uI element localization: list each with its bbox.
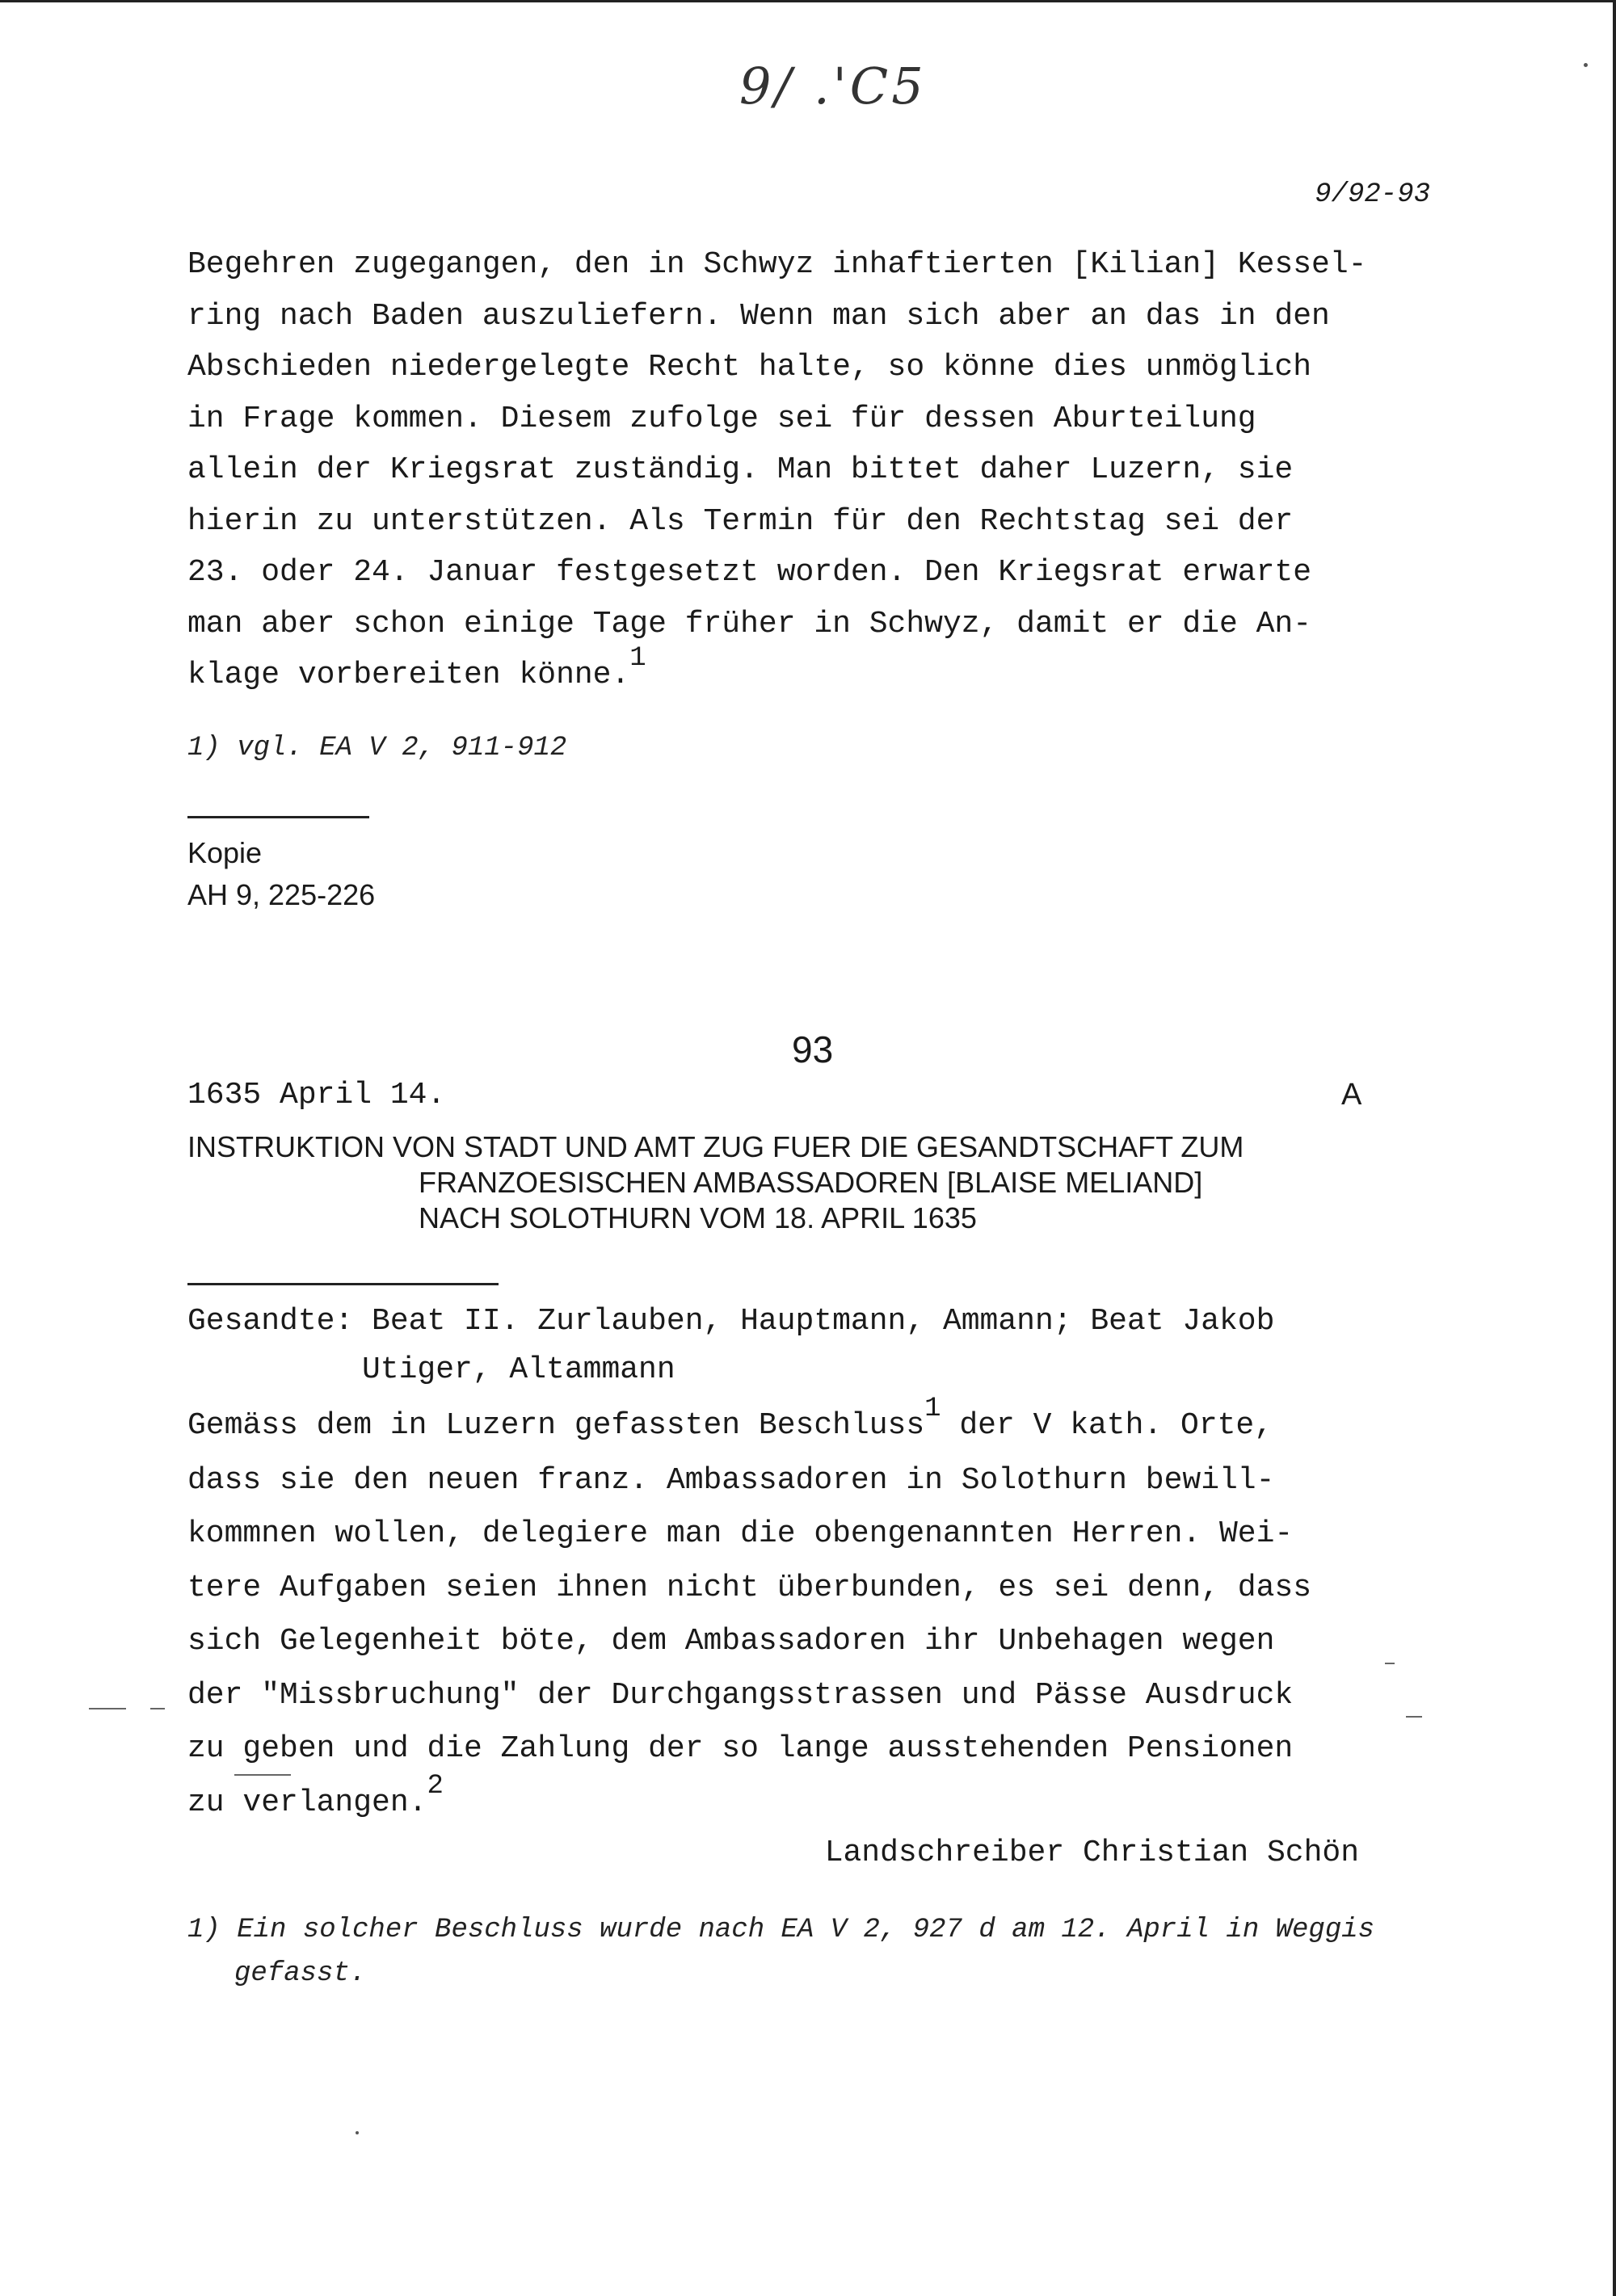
paragraph-1-line: hierin zu unterstützen. Als Termin für den Rechtstag sei der: [187, 503, 1294, 539]
paragraph-1-last-text: klage vorbereiten könne.: [187, 658, 630, 692]
separator-rule: [187, 816, 369, 818]
paragraph-2-line: der "Missbruchung" der Durchgangsstrassen und Pässe Ausdruck: [187, 1677, 1294, 1713]
paragraph-1-line: 23. oder 24. Januar festgesetzt worden. Den Kriegsrat erwarte: [187, 555, 1312, 590]
heading-line-1: INSTRUKTION VON STADT UND AMT ZUG FUER DIE GESANDTSCHAFT ZUM: [187, 1130, 1244, 1163]
footnote-marker: 2: [427, 1770, 444, 1802]
source-type: Kopie: [187, 836, 263, 869]
heading-line-2: FRANZOESISCHEN AMBASSADOREN [BLAISE MELIAND]: [419, 1166, 1203, 1199]
scan-artifact: [1406, 1716, 1422, 1718]
paragraph-1-line: man aber schon einige Tage früher in Schwyz, damit er die An-: [187, 606, 1312, 641]
scan-artifact: [234, 1774, 291, 1776]
paragraph-2-line: tere Aufgaben seien ihnen nicht überbunden, es sei denn, dass: [187, 1570, 1312, 1605]
paragraph-2-line: kommnen wollen, delegiere man die obengenannten Herren. Wei-: [187, 1516, 1294, 1551]
paragraph-2-line: dass sie den neuen franz. Ambassadoren in Solothurn bewill-: [187, 1462, 1275, 1498]
paragraph-2-line: sich Gelegenheit böte, dem Ambassadoren ihr Unbehagen wegen: [187, 1624, 1275, 1659]
scan-speck: [356, 2131, 359, 2134]
paragraph-1-line: ring nach Baden auszuliefern. Wenn man sich aber an das in den: [187, 298, 1330, 334]
source-note: [187, 832, 375, 916]
page-reference: 9/92-93: [1315, 179, 1430, 210]
document-date: 1635 April 14.: [187, 1078, 446, 1112]
scan-speck: [1584, 63, 1588, 67]
paragraph-1: [187, 239, 1448, 703]
envoys-line-1: Gesandte: Beat II. Zurlauben, Hauptmann, Ammann; Beat Jakob: [187, 1304, 1275, 1339]
page-right-edge: [1613, 0, 1616, 2296]
paragraph-1-line: in Frage kommen. Diesem zufolge sei für dessen Aburteilung: [187, 401, 1256, 436]
footnote-2: [187, 1908, 1374, 1995]
heading-line-3: NACH SOLOTHURN VOM 18. APRIL 1635: [419, 1201, 977, 1234]
heading-separator-rule: [187, 1283, 499, 1285]
paragraph-1-line: [187, 643, 1448, 703]
paragraph-2-first-text-end: der V kath. Orte,: [941, 1408, 1273, 1443]
paragraph-2-last-text: zu verlangen.: [187, 1785, 427, 1820]
paragraph-2-first-text: Gemäss dem in Luzern gefassten Beschluss: [187, 1408, 925, 1443]
page-top-edge: [0, 0, 1616, 2]
paragraph-2-line: [187, 1770, 1448, 1831]
footnote-marker: 1: [629, 643, 646, 674]
signature: Landschreiber Christian Schön: [824, 1836, 1359, 1870]
footnote-2-line-1: 1) Ein solcher Beschluss wurde nach EA V 2, 927 d am 12. April in Weggis: [187, 1915, 1375, 1945]
envoys: [187, 1296, 1448, 1395]
scan-artifact: [150, 1708, 165, 1709]
paragraph-1-line: Begehren zugegangen, den in Schwyz inhaftierten [Kilian] Kessel-: [187, 247, 1367, 282]
document-letter: A: [1341, 1078, 1362, 1112]
scan-artifact: [1385, 1663, 1395, 1664]
footnote-2-line-2: gefasst.: [234, 1958, 367, 1989]
scan-artifact: [89, 1708, 126, 1709]
document-number: 93: [792, 1028, 834, 1070]
footnote-1: 1) vgl. EA V 2, 911-912: [187, 733, 567, 763]
document-heading: [187, 1129, 1244, 1236]
footnote-marker: 1: [924, 1394, 941, 1424]
envoys-line-2: Utiger, Altammann: [362, 1352, 675, 1387]
handwritten-annotation: 9/ .'C5: [739, 57, 927, 116]
source-reference: AH 9, 225-226: [187, 878, 376, 911]
paragraph-1-line: Abschieden niedergelegte Recht halte, so könne dies unmöglich: [187, 350, 1312, 385]
paragraph-2-line: zu geben und die Zahlung der so lange ausstehenden Pensionen: [187, 1731, 1294, 1766]
paragraph-2: [187, 1394, 1448, 1831]
paragraph-1-line: allein der Kriegsrat zuständig. Man bittet daher Luzern, sie: [187, 452, 1294, 487]
paragraph-2-line: [187, 1394, 1448, 1454]
